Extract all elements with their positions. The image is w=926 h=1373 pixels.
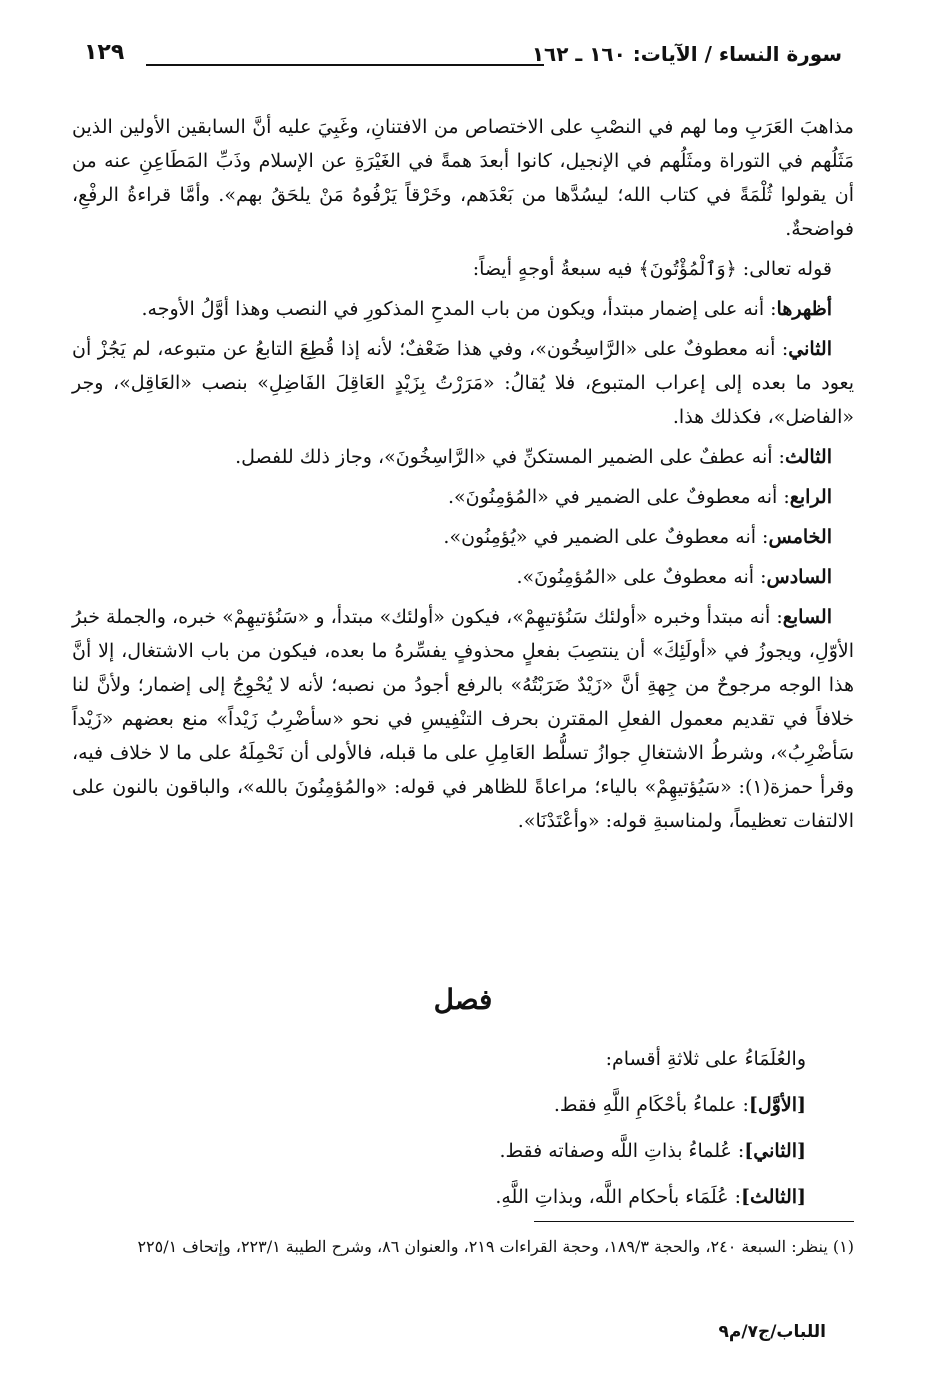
paragraph-label: أظهرها: [776, 298, 832, 320]
paragraph-label: السادس: [766, 566, 832, 588]
list-item-text: : عُلماءُ بذاتِ اللَّه وصفاته فقط.: [499, 1140, 745, 1162]
paragraph-label: الرابع: [789, 486, 832, 508]
header-rule: [146, 64, 544, 66]
list-item: [100, 1082, 806, 1128]
paragraph: [72, 480, 854, 514]
paragraph: [72, 520, 854, 554]
list-item-label: [الأوَّل]: [748, 1094, 806, 1116]
paragraph-text: : أنه معطوفٌ على «المُؤمِنُونَ».: [516, 566, 767, 588]
page-header: [84, 38, 842, 72]
paragraph: [72, 560, 854, 594]
main-text: [72, 110, 854, 844]
list-item-label: [الثاني]: [744, 1140, 806, 1162]
list-item: [100, 1128, 806, 1174]
list-item-label: [الثالث]: [740, 1186, 806, 1208]
header-title: سورة النساء / الآيات: ١٦٠ ـ ١٦٢: [531, 42, 842, 66]
paragraph: قوله تعالى: ﴿وَٱلْمُؤْتُونَ﴾ فيه سبعةُ أوجهٍ أيضاً:: [472, 258, 832, 280]
signature-mark: اللباب/ج٧/م٩: [718, 1322, 826, 1342]
paragraph-text: : أنه عطفٌ على الضمير المستكنِّ في «الرَّاسِخُونَ»، وجاز ذلك للفصل.: [235, 446, 785, 468]
paragraph-label: الثاني: [788, 338, 832, 360]
paragraph: [72, 600, 854, 838]
list-item-text: : عُلَمَاء بأحكام اللَّه، وبذاتِ اللَّهِ.: [495, 1186, 741, 1208]
paragraph-text: : أنه معطوفٌ على الضمير في «المُؤمِنُونَ».: [447, 486, 790, 508]
page-number: ١٢٩: [84, 40, 125, 65]
paragraph-label: الخامس: [768, 526, 832, 548]
footnote: (١) ينظر: السبعة ٢٤٠، والحجة ١٨٩/٣، وحجة القراءات ٢١٩، والعنوان ٨٦، وشرح الطيبة ٢٢٣/١، وإتحاف ٢٢٥/١: [137, 1237, 854, 1256]
paragraph: [72, 332, 854, 434]
paragraph-text: : أنه معطوفٌ على الضمير في «يُؤمِنُون».: [443, 526, 769, 548]
paragraph-text: : أنه مبتدأ وخبره «أولئك سَنُؤتيهِمْ»، فيكون «أولئك» مبتدأ، و «سَنُؤتيهِمْ» خبره، والجملة خبرُ الأوّلِ، ويجوزُ في «أولَئِكَ» أن ينتصِبَ بفعلٍ محذوفٍ يفسِّرهُ ما بعده، فيكون من باب الاشتغال، إلا أنَّ هذا الوجه مرجوحٌ من جِهةِ أنَّ «زَيْدٌ ضَرَبْتُهُ» بالرفع أجودُ من نصبه؛ لأنه لا يُحْوِجُ إلى إضمار؛ ولأنَّ لنا خلافاً في تقديم معمول الفعلِ المقترن بحرف التنْفِيسِ في نحو «سأضْرِبُ زَيْداً» منع بعضهم «زَيْداً سَأضْرِبُ»، وشرطُ الاشتغالِ جوازُ تسلُّط العَامِلِ على ما قبله، فالأولى أن نَحْمِلَهُ على ما لا خلاف فيه، وقرأ حمزة(١): «سَيُؤتيهِمْ» بالياء؛ مراعاةً للظاهر في قوله: «والمُؤمِنُونَ بالله»، والباقون بالنون على الالتفات تعظيماً، ولمناسبةِ قوله: «وأعْتَدْنَا».: [72, 606, 854, 832]
section-intro: والعُلَمَاءُ على ثلاثةِ أقسام:: [605, 1048, 806, 1070]
paragraph-label: الثالث: [784, 446, 832, 468]
section-title: فصل: [433, 983, 493, 1016]
list-item-text: : علماءُ بأحْكَامِ اللَّهِ فقط.: [553, 1094, 749, 1116]
paragraph-label: السابع: [782, 606, 832, 628]
paragraph: [72, 440, 854, 474]
list-item: [100, 1174, 806, 1220]
paragraph: [72, 292, 854, 326]
footnote-rule: [534, 1221, 854, 1222]
paragraph-text: : أنه على إضمار مبتدأ، ويكون من باب المدحِ المذكورِ في النصب وهذا أوَّلُ الأوجه.: [141, 298, 777, 320]
section-list: [100, 1036, 806, 1220]
paragraph: مذاهبَ العَرَبِ وما لهم في النصْبِ على الاختصاص من الافتنانِ، وغَبِيَ عليه أنَّ السابقين الأولين الذين مَثَلُهم في التوراة ومثَلُهم في الإنجيل، كانوا أبعدَ همةً في الغَيْرَةِ عن الإسلام وذَبِّ المَطَاعِنِ عنه من أن يقولوا ثُلْمَةً في كتاب الله؛ ليسُدَّها من بَعْدَهم، وخَرْقاً يَرْفُوهُ مَنْ يلحَقُ بهم». وأمَّا قراءةُ الرفْعِ، فواضحةٌ.: [72, 116, 854, 240]
paragraph-text: : أنه معطوفٌ على «الرَّاسِخُون»، وفي هذا ضَعْفٌ؛ لأنه إذا قُطِعَ التابعُ عن متبوعه، لم يَجُزْ أن يعود ما بعده إلى إعراب المتبوع، فلا يُقالُ: «مَرَرْتُ بِزَيْدٍ العَاقِلَ الفَاضِلِ» بنصب «العَاقِل»، وجر «الفاضل»، فكذلك هذا.: [72, 338, 854, 428]
